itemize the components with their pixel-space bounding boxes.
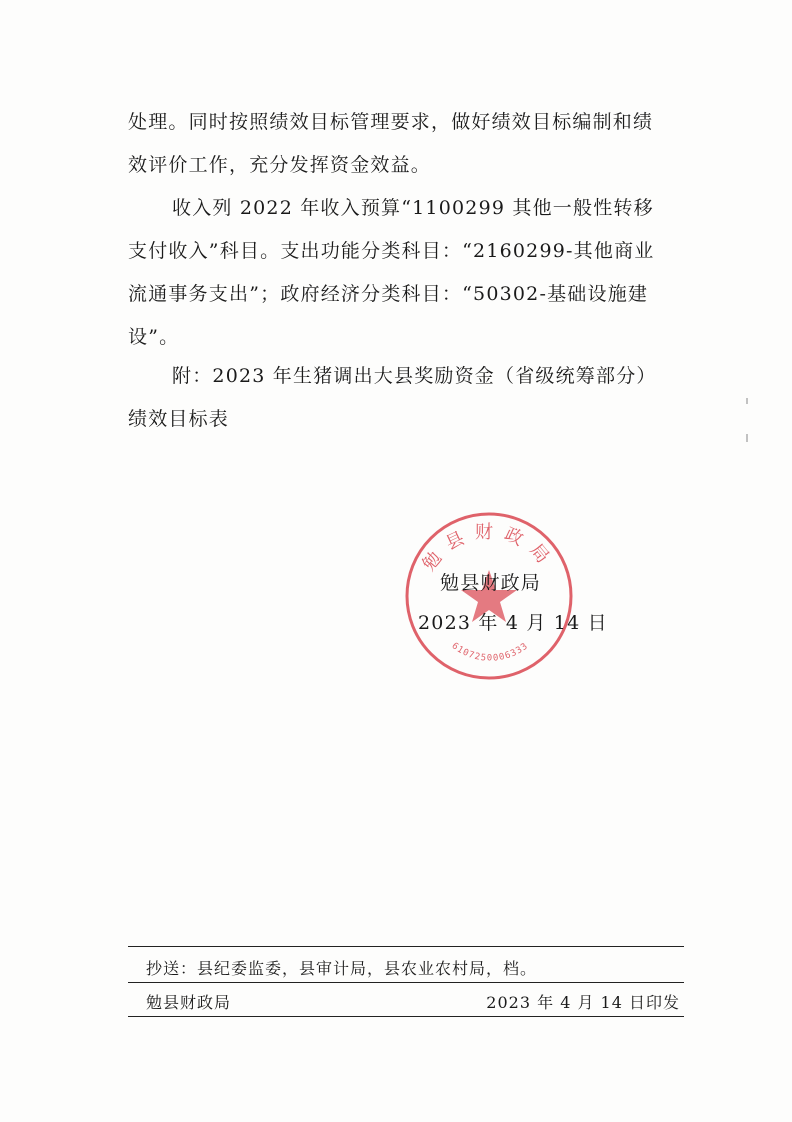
footer-rule-top bbox=[128, 946, 684, 947]
signature-org: 勉县财政局 bbox=[440, 572, 542, 594]
paragraph-budget-accounts: 收入列 2022 年收入预算“1100299 其他一般性转移支付收入”科目。支出功能分类科目：“2160299-其他商业流通事务支出”；政府经济分类科目：“50302-基础设施建设”。 bbox=[128, 197, 655, 348]
seal-ring-text: 勉县财政局 bbox=[418, 522, 560, 576]
footer-rule-bottom bbox=[128, 1016, 684, 1017]
scan-mark bbox=[746, 398, 748, 404]
footer-cc: 抄送：县纪委监委，县审计局，县农业农村局，档。 bbox=[146, 959, 538, 978]
signature-date: 2023 年 4 月 14 日 bbox=[418, 612, 608, 634]
paragraph-attachment: 附：2023 年生猪调出大县奖励资金（省级统筹部分）绩效目标表 bbox=[128, 365, 657, 430]
footer-rule-mid bbox=[128, 982, 684, 983]
scan-mark bbox=[746, 434, 748, 442]
paragraph-closing: 处理。同时按照绩效目标管理要求，做好绩效目标编制和绩效评价工作，充分发挥资金效益。 bbox=[128, 111, 654, 176]
seal-code: 6107250006333 bbox=[449, 641, 531, 664]
footer-issue-date: 2023 年 4 月 14 日印发 bbox=[486, 993, 680, 1012]
official-seal bbox=[403, 510, 575, 682]
footer-issuer: 勉县财政局 bbox=[146, 993, 232, 1012]
